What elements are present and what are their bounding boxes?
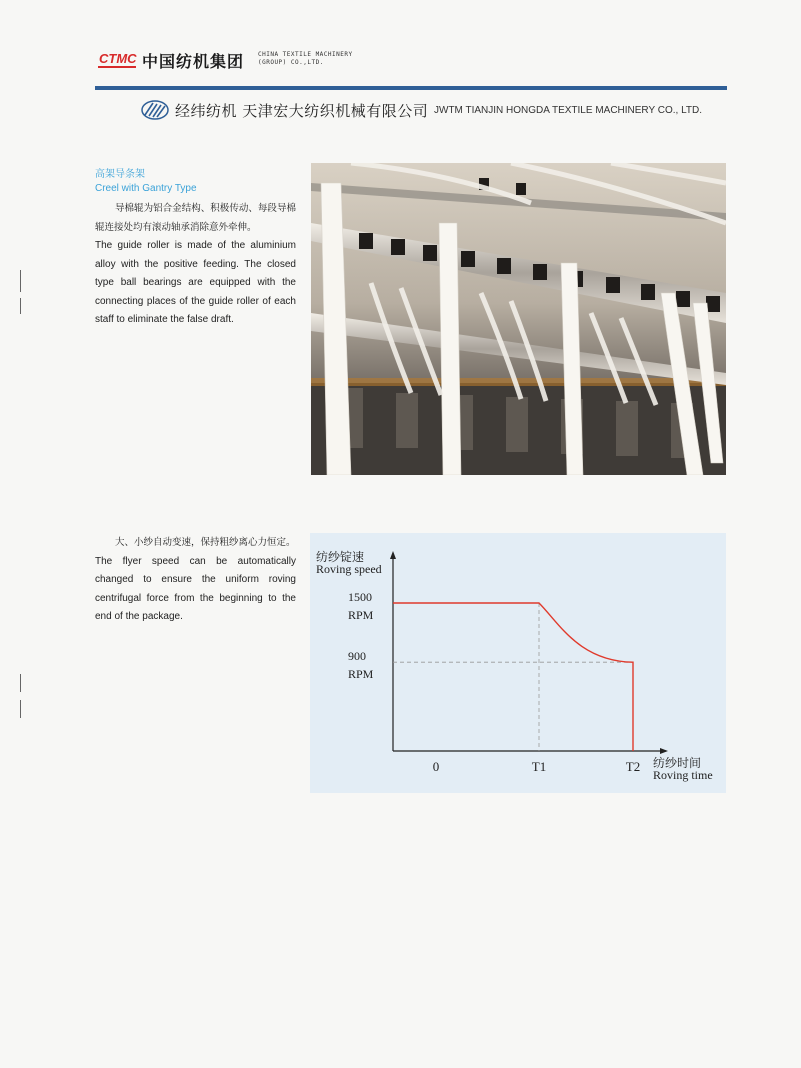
margin-mark	[20, 270, 21, 292]
margin-mark	[20, 700, 21, 718]
speed-curve	[393, 603, 633, 751]
section-title-en: Creel with Gantry Type	[95, 183, 197, 194]
section1-desc-en: The guide roller is made of the aluminium alloy with the positive feeding. The closed type ball bearings are equipped with the connecting places of the guide roller of each staff to eliminate the false draft.	[95, 240, 296, 325]
group-name-en-line1: CHINA TEXTILE MACHINERY	[258, 51, 353, 58]
y-tick-label: 900	[348, 649, 366, 664]
ctmc-logo-text: CTMC	[99, 51, 137, 66]
y-tick-label: 1500	[348, 590, 372, 604]
x-axis-label-en: Roving time	[653, 768, 713, 782]
company-name-en: JWTM TIANJIN HONGDA TEXTILE MACHINERY CO., LTD.	[434, 105, 702, 116]
group-name-en-line2: (GROUP) CO.,LTD.	[258, 59, 324, 66]
margin-mark	[20, 298, 21, 314]
jwtm-logo-icon	[140, 100, 170, 120]
margin-mark	[20, 674, 21, 692]
section-title-cn: 高架导条架	[95, 169, 145, 180]
y-axis-label-cn: 纺纱锭速	[316, 550, 365, 564]
roving-speed-chart-svg	[310, 533, 726, 793]
x-tick-label: T1	[531, 759, 547, 774]
y-tick-unit: RPM	[348, 608, 374, 622]
section1-desc-cn: 导棉辊为铝合金结构、积极传动、每段导棉辊连接处均有滚动轴承消除意外牵伸。	[95, 203, 296, 233]
x-tick-label: T2	[625, 759, 641, 774]
y-axis-arrow	[390, 551, 396, 559]
y-tick-unit: RPM	[348, 667, 374, 682]
x-tick-label: 0	[432, 759, 440, 774]
creel-gantry-photo	[311, 163, 726, 475]
section1-description	[95, 200, 296, 330]
group-name-en	[258, 51, 353, 67]
section2-description	[95, 534, 296, 627]
header-rule	[95, 86, 727, 90]
y-axis-label-en: Roving speed	[316, 562, 382, 576]
x-axis-arrow	[660, 748, 668, 754]
section2-desc-cn: 大、小纱自动变速，保持粗纱离心力恒定。	[115, 537, 296, 548]
section2-desc-en: The flyer speed can be automatically changed to ensure the uniform roving centrifugal force from the beginning to the end of the package.	[95, 555, 296, 622]
ctmc-logo	[98, 48, 138, 72]
x-axis-label-cn: 纺纱时间	[653, 756, 702, 770]
group-name-cn: 中国纺机集团	[142, 52, 245, 71]
roving-speed-chart	[310, 533, 726, 793]
chart-plot-area	[348, 551, 668, 774]
company-name-cn: 经纬纺机 天津宏大纺织机械有限公司	[175, 102, 429, 120]
